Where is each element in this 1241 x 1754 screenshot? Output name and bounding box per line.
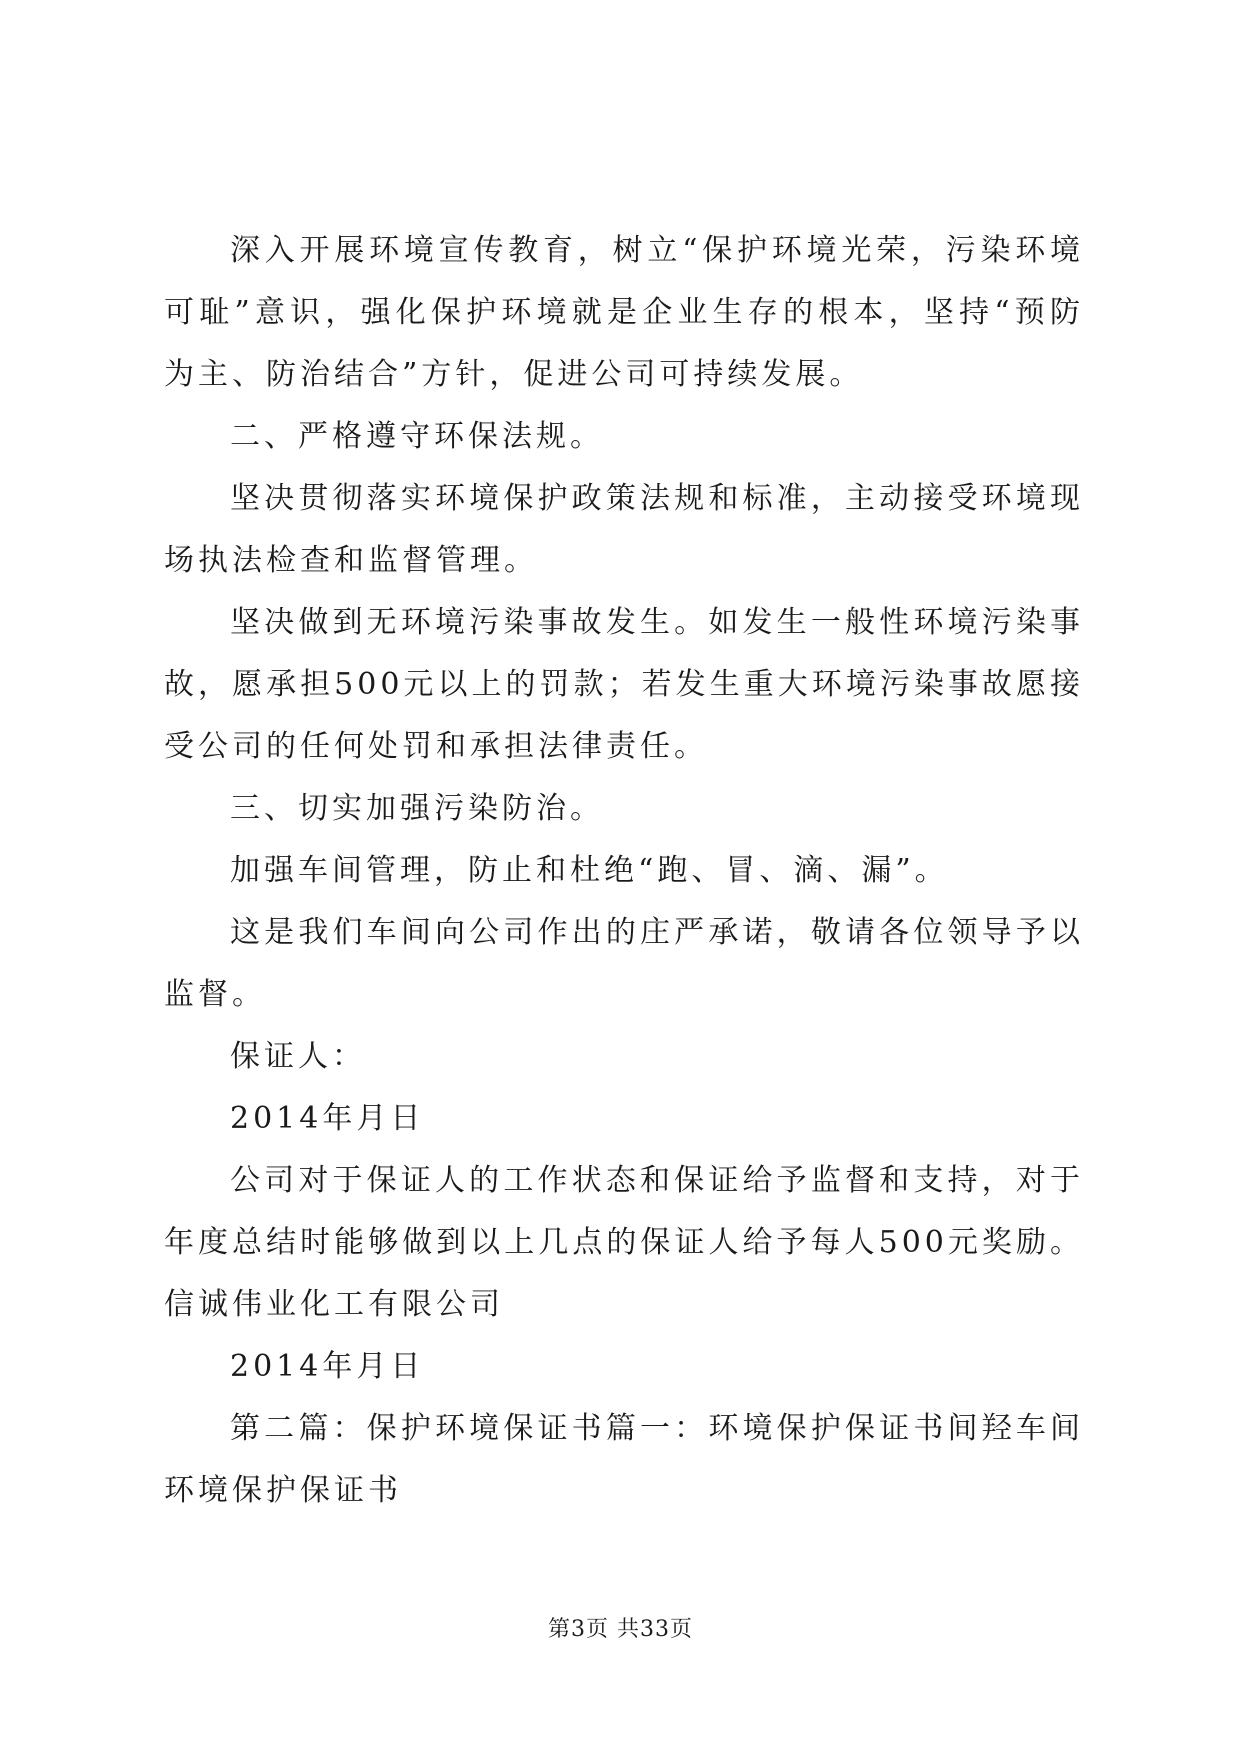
paragraph-regulations: 坚决贯彻落实环境保护政策法规和标准，主动接受环境现场执法检查和监督管理。 (164, 481, 1084, 578)
paragraph-commitment: 这是我们车间向公司作出的庄严承诺，敬请各位领导予以监督。 (164, 915, 1084, 1012)
heading-section-3: 三、切实加强污染防治。 (230, 791, 604, 826)
paragraph-company-support: 公司对于保证人的工作状态和保证给予监督和支持，对于年度总结时能够做到以上几点的保证人给予每人500元奖励。信诚伟业化工有限公司 (164, 1163, 1084, 1322)
date-line-2: 2014年月日 (230, 1349, 425, 1384)
page-number-footer: 第3页 共33页 (548, 1617, 693, 1642)
paragraph-second-article-title: 第二篇：保护环境保证书篇一：环境保护保证书间羟车间环境保护保证书 (164, 1411, 1084, 1508)
date-line-1: 2014年月日 (230, 1101, 425, 1136)
paragraph-no-accidents: 坚决做到无环境污染事故发生。如发生一般性环境污染事故，愿承担500元以上的罚款；若发生重大环境污染事故愿接受公司的任何处罚和承担法律责任。 (164, 605, 1084, 764)
paragraph-workshop-management: 加强车间管理，防止和杜绝“跑、冒、滴、漏”。 (230, 853, 949, 888)
heading-section-2: 二、严格遵守环保法规。 (230, 419, 604, 454)
document-body (164, 220, 1084, 1522)
paragraph-intro: 深入开展环境宣传教育，树立“保护环境光荣，污染环境可耻”意识，强化保护环境就是企业生存的根本，坚持“预防为主、防治结合”方针，促进公司可持续发展。 (164, 233, 1084, 392)
guarantor-label: 保证人： (230, 1039, 366, 1074)
